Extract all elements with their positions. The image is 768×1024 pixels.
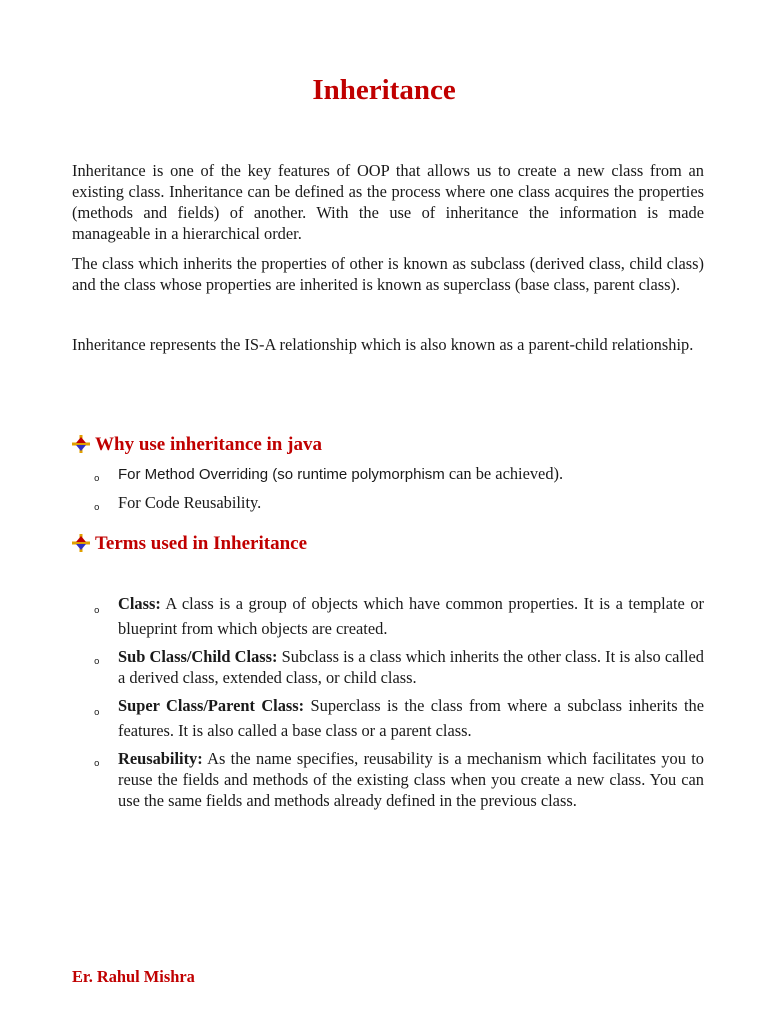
is-a-paragraph: Inheritance represents the IS-A relationship which is also known as a parent-child relationship. [72, 335, 694, 354]
list-item [72, 492, 704, 513]
why-heading [72, 432, 322, 458]
list-item-text: can be achieved). [444, 464, 564, 483]
why-list [72, 463, 704, 520]
bullet-icon: o [94, 759, 100, 769]
list-item-text: For Code Reusability. [118, 493, 262, 512]
term-description: Subclass is a class which inherits the other class. It is also called a derived class, extended class, or child class. [118, 647, 705, 687]
page-title: Inheritance [312, 74, 456, 106]
term-label: Sub Class/Child Class: [118, 647, 278, 666]
why-heading-text: Why use inheritance in java [95, 434, 322, 455]
terms-heading-text: Terms used in Inheritance [95, 533, 308, 554]
term-label: Reusability: [118, 749, 203, 768]
bullet-icon: o [94, 503, 100, 513]
term-description: A class is a group of objects which have common properties. It is a template or blueprint from which objects are created. [118, 594, 704, 638]
subclass-paragraph: The class which inherits the properties of other is known as subclass (derived class, child class) and the class whose properties are inherited is known as superclass (base class, parent class). [72, 254, 704, 294]
terms-heading [72, 531, 307, 557]
terms-list [72, 591, 704, 816]
bullet-icon: o [94, 708, 100, 718]
intro-paragraph: Inheritance is one of the key features of OOP that allows us to create a new class from an existing class. Inheritance can be defined as the process where one class acquires the properties (methods and fields) of another. With the use of inheritance the information is made manageable in a hierarchical order. [72, 161, 704, 243]
bullet-icon: o [94, 606, 100, 616]
list-item-sans-text: For Method Overriding (so runtime polymorphism [118, 466, 445, 483]
list-item [72, 693, 704, 743]
list-item [72, 591, 704, 641]
list-item [72, 646, 704, 688]
term-description: As the name specifies, reusability is a mechanism which facilitates you to reuse the fields and methods of the existing class when you create a new class. You can use the same fields and methods already defined in the previous class. [118, 749, 704, 810]
term-description: Superclass is the class from where a subclass inherits the features. It is also called a base class or a parent class. [118, 696, 705, 740]
bullet-icon: o [94, 474, 100, 484]
author-footer: Er. Rahul Mishra [72, 967, 195, 986]
arrow-cross-bullet-icon [72, 435, 90, 453]
term-label: Super Class/Parent Class: [118, 696, 305, 715]
list-item [72, 463, 704, 485]
bullet-icon: o [94, 657, 100, 667]
term-label: Class: [118, 594, 161, 613]
arrow-cross-bullet-icon [72, 534, 90, 552]
list-item [72, 748, 704, 811]
